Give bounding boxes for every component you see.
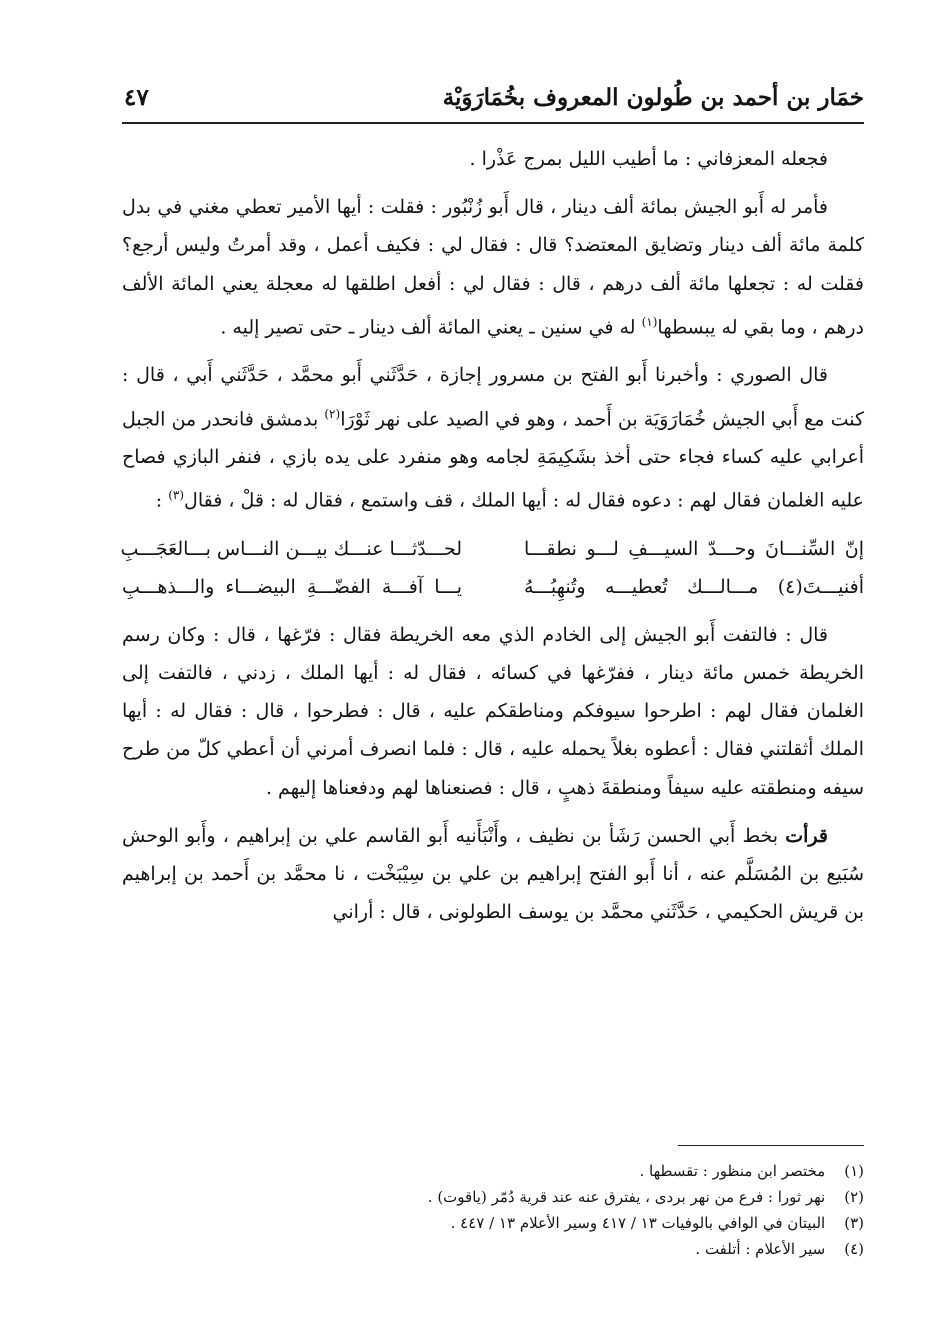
- footnote-item: [300, 1236, 864, 1262]
- footnote-text: سير الأعلام : أتلفت .: [695, 1240, 826, 1258]
- footnote-number: (١): [844, 1162, 864, 1180]
- poem-line: [122, 530, 864, 568]
- footnote-item: [300, 1158, 864, 1184]
- poem: [122, 530, 864, 606]
- paragraph-4: [122, 616, 864, 807]
- paragraph-3-text-b: بدمشق فانحدر من الجبل أعرابي عليه كساء فجاء حتى أخذ بشَكِيمَةِ لجامه وهو منفرد على يده بازي ، فنفر البازي فصاح عليه الغلمان فقال لهم : دعوه فقال له : أيها الملك ، قف واستمع ، فقال له : قلْ ، فقال: [122, 407, 864, 512]
- paragraph-3-text-a: قال الصوري : وأخبرنا أَبو الفتح بن مسرور إجازة ، حَدَّثَني أَبو محمَّد ، حَدَّثَني أَبي ، قال : كنت مع أَبي الجيش خُمَارَوَيَة بن أَحمد ، وهو في الصيد على نهر ثَوْرَا: [122, 364, 865, 430]
- paragraph-1: [122, 140, 864, 178]
- footnote-text: البيتان في الوافي بالوفيات ١٣ / ٤١٧ وسير الأعلام ١٣ / ٤٤٧ .: [450, 1214, 826, 1232]
- paragraph-2-end: له في سنين ـ يعني المائة ألف دينار ـ حتى تصير إليه .: [220, 316, 642, 339]
- main-text: [122, 140, 864, 941]
- footnote-number: (٣): [844, 1214, 864, 1232]
- page-number: ٤٧: [124, 84, 149, 111]
- poem-first-hemistich: أفنيـــتَ(٤) مـــالـــك تُعطيـــه وتُنهِبُـــهُ: [524, 575, 864, 598]
- paragraph-4-text: قال : فالتفت أَبو الجيش إلى الخادم الذي معه الخريطة فقال : فرّغها ، قال : وكان رسم الخريطة خمس مائة دينار ، ففرّغها في كسائه ، فقال له : أيها الملك ، زدني ، فالتفت إلى الغلمان فقال لهم : اطرحوا سيوفكم ومناطقكم عليه ، قال : فطرحوا ، قال : فقال له : أيها الملك أثقلتني فقال : أعطوه بغلاً يحمله عليه ، قال : فلما انصرف أمرني أن أعطي كلّ من طرح سيفه ومنطقته عليه سيفاً ومنطقةَ ذهبٍ ، قال : فصنعناها لهم ودفعناها إليهم .: [122, 623, 864, 799]
- paragraph-5-lead: قرأت: [785, 824, 828, 847]
- poem-second-hemistich: يـــا آفـــة الفضّـــةِ البيضـــاء والـــذهـــبِ: [122, 575, 462, 598]
- footnote-ref-3: (٣): [168, 488, 185, 503]
- footnote-ref-1: (١): [641, 314, 658, 329]
- footnote-text: مختصر ابن منظور : تقسطها .: [639, 1162, 826, 1180]
- running-title: خمَار بن أحمد بن طُولون المعروف بخُمَارَوَيْة: [442, 84, 864, 111]
- footnote-number: (٤): [844, 1240, 864, 1258]
- paragraph-3-end: :: [155, 489, 169, 512]
- footnote-item: [300, 1210, 864, 1236]
- paragraph-5-text: بخط أَبي الحسن رَشَأ بن نظيف ، وأَنْبَأَنيه أَبو القاسم علي بن إبراهيم ، وأَبو الوحش سُبَيع بن المُسَلَّم عنه ، أنا أَبو الفتح إبراهيم بن علي بن سِيْبَخْت ، نا محمَّد بن أَحمد بن إبراهيم بن قريش الحكيمي ، حَدَّثَني محمَّد بن يوسف الطولونى ، قال : أراني: [122, 824, 864, 924]
- paragraph-5: [122, 817, 864, 932]
- footnote-text: نهر ثورا : فرع من نهر بردى ، يفترق عنه عند قرية دُمّر (ياقوت) .: [427, 1188, 826, 1206]
- paragraph-3: [122, 356, 864, 519]
- paragraph-1-text: فجعله المعزفاني : ما أطيب الليل بمرج عَذْرا .: [469, 148, 828, 170]
- footnote-divider: [678, 1145, 864, 1146]
- paragraph-2-text: فأمر له أَبو الجيش بمائة ألف دينار ، قال أَبو زُنْبُور : فقلت : أيها الأمير تعطي مغني في بدل كلمة مائة ألف دينار وتضايق المعتضد؟ قال : فقال لي : فكيف أعمل ، وقد أمرتُ وليس أرجع؟ فقلت له : تجعلها مائة ألف درهم ، قال : فقال لي : أفعل اطلقها له معجلة يعني المائة الألف درهم ، وما بقي له يبسطها: [122, 196, 864, 339]
- poem-line: [122, 568, 864, 606]
- footnotes: [300, 1158, 864, 1262]
- paragraph-2: [122, 188, 864, 346]
- footnote-item: [300, 1184, 864, 1210]
- poem-first-hemistich: إنّ السِّنـــانَ وحـــدّ السيـــفِ لـــو نطقـــا: [524, 537, 864, 560]
- footnote-number: (٢): [844, 1188, 864, 1206]
- footnote-ref-2: (٢): [324, 406, 341, 421]
- page-header: [122, 78, 864, 124]
- poem-second-hemistich: لحـــدّثـــا عنـــك بيـــن النـــاس بـــالعَجَـــبِ: [120, 537, 462, 560]
